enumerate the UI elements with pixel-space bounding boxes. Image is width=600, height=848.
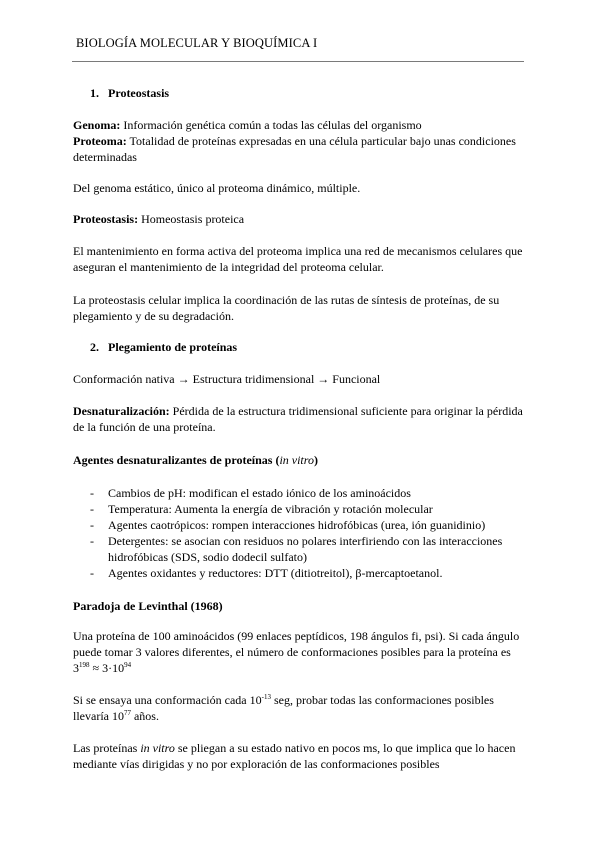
heading-levinthal: Paradoja de Levinthal (1968) <box>73 599 223 613</box>
list-item: - Temperatura: Aumenta la energía de vibración y rotación molecular <box>90 501 520 517</box>
paragraph-levinthal-conformaciones <box>73 628 528 676</box>
exponent: 198 <box>79 661 90 669</box>
section-title: Plegamiento de proteínas <box>108 340 238 354</box>
exponent: 77 <box>123 709 131 717</box>
section-heading-plegamiento <box>90 339 237 355</box>
text-run: se pliegan a su estado nativo en pocos ms, lo que implica que lo hacen mediante vías dirigidas y no por exploración de las conformaciones posibles <box>73 741 516 771</box>
list-item: - Cambios de pH: modifican el estado iónico de los aminoácidos <box>90 485 520 501</box>
exponent: -13 <box>261 693 271 701</box>
list-item: - Agentes oxidantes y reductores: DTT (ditiotreitol), β-mercaptoetanol. <box>90 565 520 581</box>
paragraph-coordinacion: La proteostasis celular implica la coordinación de las rutas de síntesis de proteínas, de su plegamiento y de su degradación. <box>73 293 500 323</box>
term-proteostasis: Proteostasis: <box>73 212 139 226</box>
paragraph-conformacion: Conformación nativa → Estructura tridimensional → Funcional <box>73 372 381 386</box>
text-run: años. <box>130 709 159 723</box>
paragraph-genoma-proteoma: Del genoma estático, único al proteoma dinámico, múltiple. <box>73 181 361 195</box>
section-heading-proteostasis <box>90 85 169 101</box>
definition-proteoma <box>73 133 528 165</box>
header-divider <box>72 61 524 62</box>
heading-italic: in vitro <box>279 453 314 467</box>
list-item: - Agentes caotrópicos: rompen interacciones hidrofóbicas (urea, ión guanidinio) <box>90 517 520 533</box>
definition-proteostasis <box>73 211 528 227</box>
definition-text: Homeostasis proteica <box>138 212 245 226</box>
definition-text: Información genética común a todas las células del organismo <box>120 118 422 132</box>
text-run: Si se ensaya una conformación cada 10 <box>73 693 262 707</box>
text-run: seg, probar todas las conformaciones posibles llevaría 10 <box>73 693 494 723</box>
exponent: 94 <box>124 661 132 669</box>
section-number: 2. <box>90 340 99 354</box>
heading-close: ) <box>314 453 318 467</box>
italic-run: in vitro <box>140 741 175 755</box>
paragraph-mantenimiento: El mantenimiento en forma activa del proteoma implica una red de mecanismos celulares que aseguran el mantenimiento de la integridad del proteoma celular. <box>73 244 523 274</box>
section-title: Proteostasis <box>108 86 170 100</box>
text-run: Las proteínas <box>73 741 141 755</box>
list-item: - Detergentes: se asocian con residuos no polares interfiriendo con las interacciones hidrofóbicas (SDS, sodio dodecil sulfato) <box>90 533 520 565</box>
paragraph-levinthal-tiempo <box>73 692 528 724</box>
section-number: 1. <box>90 86 99 100</box>
definition-text: Pérdida de la estructura tridimensional suficiente para originar la pérdida de la función de una proteína. <box>73 404 523 434</box>
definition-desnaturalizacion <box>73 403 528 435</box>
term-genoma: Genoma: <box>73 118 121 132</box>
paragraph-levinthal-plegamiento <box>73 740 528 772</box>
term-desnaturalizacion: Desnaturalización: <box>73 404 170 418</box>
document-header-title: BIOLOGÍA MOLECULAR Y BIOQUÍMICA I <box>76 36 318 50</box>
text-run: ≈ 3·10 <box>89 661 125 675</box>
definition-genoma <box>73 117 528 133</box>
definition-text: Totalidad de proteínas expresadas en una célula particular bajo unas condiciones determinadas <box>73 134 516 164</box>
heading-text: Agentes desnaturalizantes de proteínas ( <box>73 453 280 467</box>
text-run: Una proteína de 100 aminoácidos (99 enlaces peptídicos, 198 ángulos fi, psi). Si cada ángulo puede tomar 3 valores diferentes, el número de conformaciones posibles para la proteína es 3 <box>73 629 520 675</box>
heading-agentes-desnaturalizantes <box>73 452 318 468</box>
term-proteoma: Proteoma: <box>73 134 127 148</box>
agentes-list <box>90 485 520 581</box>
